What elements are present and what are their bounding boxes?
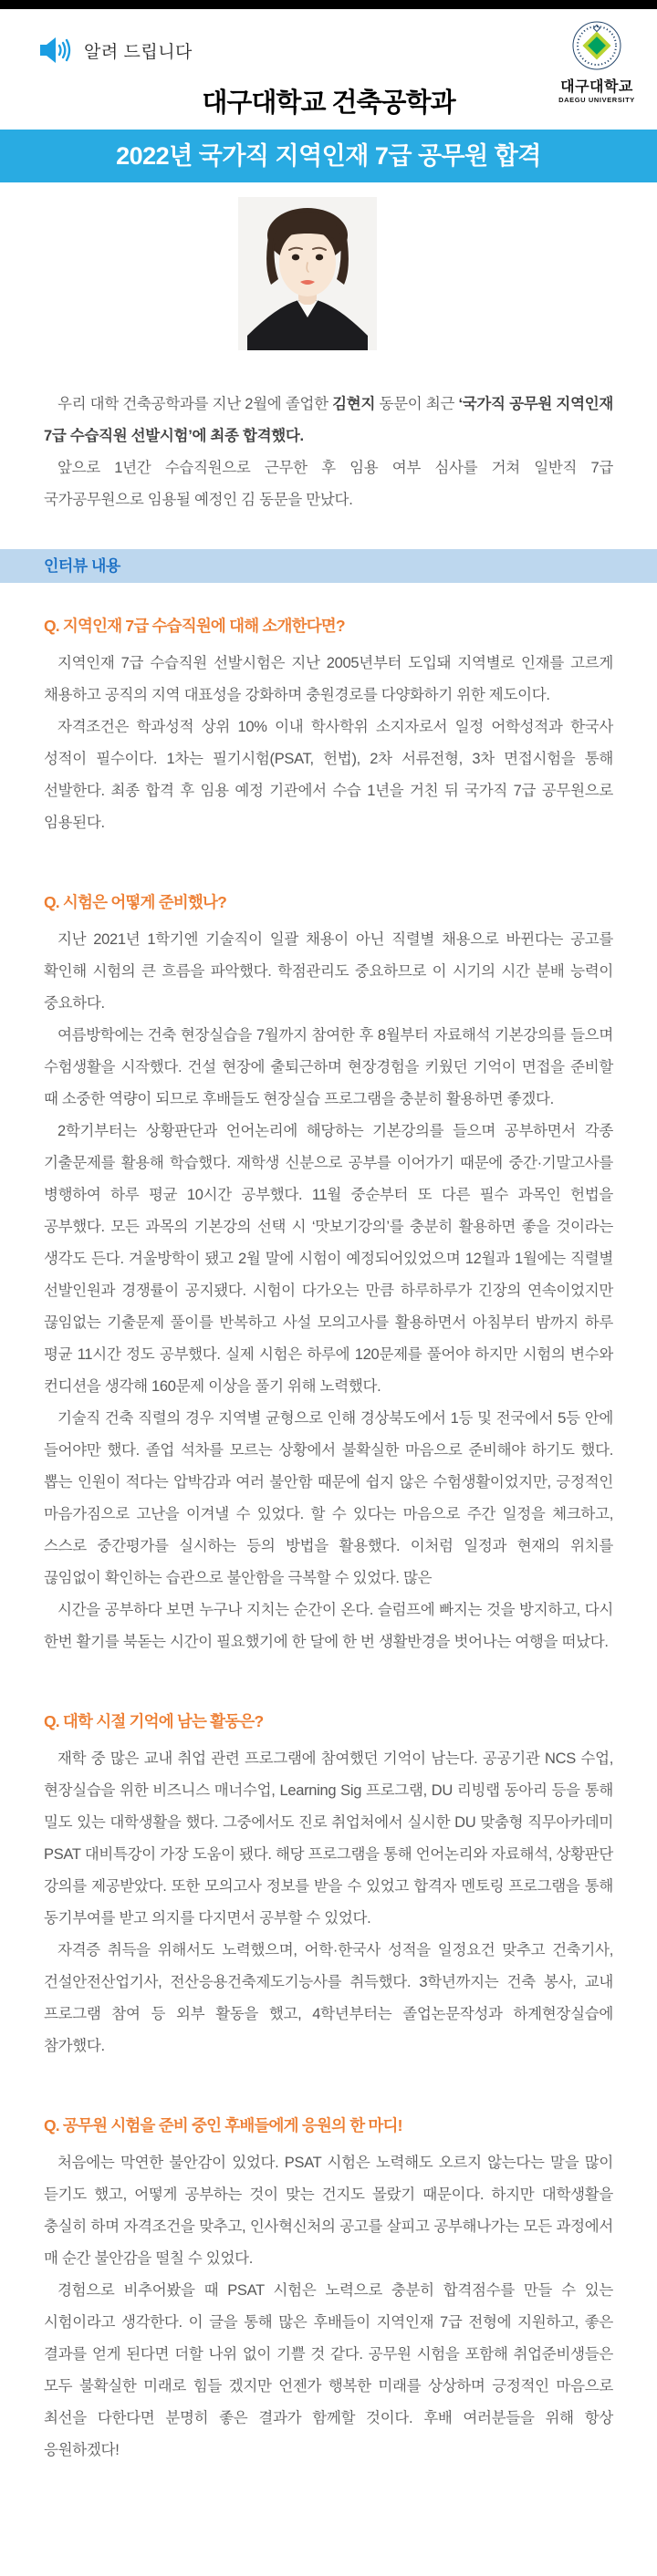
banner-pass-announcement: 2022년 국가직 지역인재 7급 공무원 합격	[0, 130, 657, 182]
exam-name-bold: ‘국가직 공무원 지역인재 7급 수습직원 선발시험’에 최종 합격했다.	[44, 396, 613, 444]
answers	[44, 648, 613, 839]
answers	[44, 1743, 613, 2062]
qa-section	[44, 1709, 613, 2062]
qa-list	[0, 614, 657, 2467]
qa-section	[44, 2114, 613, 2467]
answer-paragraph: 2학기부터는 상황판단과 언어논리에 해당하는 기본강의를 들으며 공부하면서 각종 기출문제를 활용해 학습했다. 재학생 신분으로 공부를 이어가기 때문에 중간·기말고사를 병행하여 하루 평균 10시간 공부했다. 11월 중순부터 또 다른 필수 과목인 헌법을 공부했다. 모든 과목의 기본강의 선택 시 ‘맛보기강의’를 충분히 활용하면 좋을 것이라는 생각도 든다. 겨울방학이 됐고 2월 말에 시험이 예정되어있었으며 12월과 1월에는 직렬별 선발인원과 경쟁률이 공지됐다. 시험이 다가오는 만큼 하루하루가 긴장의 연속이었지만 끊임없는 기출문제 풀이를 반복하고 사설 모의고사를 활용하면서 아침부터 밤까지 하루 평균 11시간 정도 공부했다. 실제 시험은 하루에 120문제를 풀어야 하지만 시험의 변수와 컨디션을 생각해 160문제 이상을 풀기 위해 노력했다.	[44, 1123, 613, 1395]
answers	[44, 2147, 613, 2467]
speaker-icon	[40, 36, 71, 64]
page-title: 대구대학교 건축공학과	[202, 88, 455, 118]
answer-paragraph: 자격조건은 학과성적 상위 10% 이내 학사학위 소지자로서 일정 어학성적과 한국사 성적이 필수이다. 1차는 필기시험(PSAT, 헌법), 2차 서류전형, 3차 면접시험을 통해 선발한다. 최종 합격 후 임용 예정 기관에서 수습 1년을 거친 뒤 국가직 7급 공무원으로 임용된다.	[44, 719, 613, 831]
graduate-portrait-photo	[238, 197, 377, 350]
announce-label: 알려 드립니다	[84, 42, 193, 62]
answer-paragraph: 자격증 취득을 위해서도 노력했으며, 어학·한국사 성적을 일정요건 맞추고 건축기사, 건설안전산업기사, 전산응용건축제도기능사를 취득했다. 3학년까지는 건축 봉사, 교내 프로그램 참여 등 외부 활동을 했고, 4학년부터는 졸업논문작성과 하계현장실습에 참가했다.	[44, 1942, 613, 2054]
top-black-bar	[0, 0, 657, 9]
qa-section	[44, 890, 613, 1658]
question: Q. 시험은 어떻게 준비했나?	[44, 893, 226, 911]
intro-text: 우리 대학 건축공학과를 지난 2월에 졸업한	[57, 396, 333, 412]
graduate-name: 김현지	[332, 396, 376, 412]
question: Q. 대학 시절 기억에 남는 활동은?	[44, 1712, 264, 1730]
answer-paragraph: 지난 2021년 1학기엔 기술직이 일괄 채용이 아닌 직렬별 채용으로 바뀐다는 공고를 확인해 시험의 큰 흐름을 파악했다. 학점관리도 중요하므로 이 시기의 시간 분배 능력이 중요하다.	[44, 931, 613, 1012]
interview-section-header: 인터뷰 내용	[0, 549, 657, 583]
qa-section	[44, 614, 613, 839]
answer-paragraph: 경험으로 비추어봤을 때 PSAT 시험은 노력으로 충분히 합격점수를 만들 수 있는 시험이라고 생각한다. 이 글을 통해 많은 후배들이 지역인재 7급 전형에 지원하고, 좋은 결과를 얻게 된다면 더할 나위 없이 기쁠 것 같다. 공무원 시험을 포함해 취업준비생들은 모두 불확실한 미래로 힘들 겠지만 언젠가 행복한 미래를 상상하며 긍정적인 마음으로 최선을 다한다면 분명히 좋은 결과가 함께할 것이다. 후배 여러분들을 위해 항상 응원하겠다!	[44, 2282, 613, 2458]
answer-paragraph: 시간을 공부하다 보면 누구나 지치는 순간이 온다. 슬럼프에 빠지는 것을 방지하고, 다시 한번 활기를 북돋는 시간이 필요했기에 한 달에 한 번 생활반경을 벗어나는 여행을 떠났다.	[44, 1602, 613, 1650]
logo-university-name-en: DAEGU UNIVERSITY	[558, 95, 635, 104]
page-header	[0, 9, 657, 126]
question: Q. 지역인재 7급 수습직원에 대해 소개한다면?	[44, 617, 345, 635]
bottom-whitespace	[0, 2467, 657, 2576]
intro-paragraph-1	[44, 389, 613, 452]
announce-row	[40, 36, 193, 64]
answer-paragraph: 기술직 건축 직렬의 경우 지역별 균형으로 인해 경상북도에서 1등 및 전국에서 5등 안에 들어야만 했다. 졸업 석차를 모르는 상황에서 불확실한 마음으로 준비해야 하기도 했다. 뽑는 인원이 적다는 압박감과 여러 불안함 때문에 쉽지 않은 수험생활이었지만, 긍정적인 마음가짐으로 고난을 이겨낼 수 있었다. 할 수 있다는 마음으로 주간 일정을 체크하고, 스스로 중간평가를 실시하는 등의 방법을 활용했다. 이처럼 일정과 현재의 위치를 끊임없이 확인하는 습관으로 불안함을 극복할 수 있었다. 많은	[44, 1410, 613, 1586]
answers	[44, 924, 613, 1658]
answer-paragraph: 지역인재 7급 수습직원 선발시험은 지난 2005년부터 도입돼 지역별로 인재를 고르게 채용하고 공직의 지역 대표성을 강화하며 충원경로를 다양화하기 위한 제도이다.	[44, 655, 613, 703]
answer-paragraph: 여름방학에는 건축 현장실습을 7월까지 참여한 후 8월부터 자료해석 기본강의를 들으며 수험생활을 시작했다. 건설 현장에 출퇴근하며 현장경험을 키웠던 기억이 면접을 준비할 때 소중한 역량이 되므로 후배들도 현장실습 프로그램을 충분히 활용하면 좋겠다.	[44, 1027, 613, 1107]
intro-text: 동문이 최근	[375, 396, 459, 412]
intro-section	[44, 389, 613, 516]
answer-paragraph: 처음에는 막연한 불안감이 있었다. PSAT 시험은 노력해도 오르지 않는다는 말을 많이 듣기도 했고, 어떻게 공부하는 것이 맞는 건지도 몰랐기 때문이다. 하지만 대학생활을 충실히 하며 자격조건을 맞추고, 인사혁신처의 공고를 살피고 공부해나가는 모든 과정에서 매 순간 불안감을 떨칠 수 있었다.	[44, 2155, 613, 2267]
intro-paragraph-2: 앞으로 1년간 수습직원으로 근무한 후 임용 여부 심사를 거쳐 일반직 7급 국가공무원으로 임용될 예정인 김 동문을 만났다.	[44, 460, 613, 508]
answer-paragraph: 재학 중 많은 교내 취업 관련 프로그램에 참여했던 기억이 남는다. 공공기관 NCS 수업, 현장실습을 위한 비즈니스 매너수업, Learning Sig 프로그램, DU 리빙랩 동아리 등을 통해 밀도 있는 대학생활을 했다. 그중에서도 진로 취업처에서 실시한 DU 맞춤형 직무아카데미 PSAT 대비특강이 가장 도움이 됐다. 해당 프로그램을 통해 언어논리와 자료해석, 상황판단 강의를 제공받았다. 또한 모의고사 정보를 받을 수 있었고 합격자 멘토링 프로그램을 통해 동기부여를 받고 의지를 다지면서 공부할 수 있었다.	[44, 1750, 613, 1927]
university-seal-icon	[569, 61, 624, 77]
logo-university-name: 대구대학교	[560, 79, 633, 96]
question: Q. 공무원 시험을 준비 중인 후배들에게 응원의 한 마디!	[44, 2116, 402, 2135]
